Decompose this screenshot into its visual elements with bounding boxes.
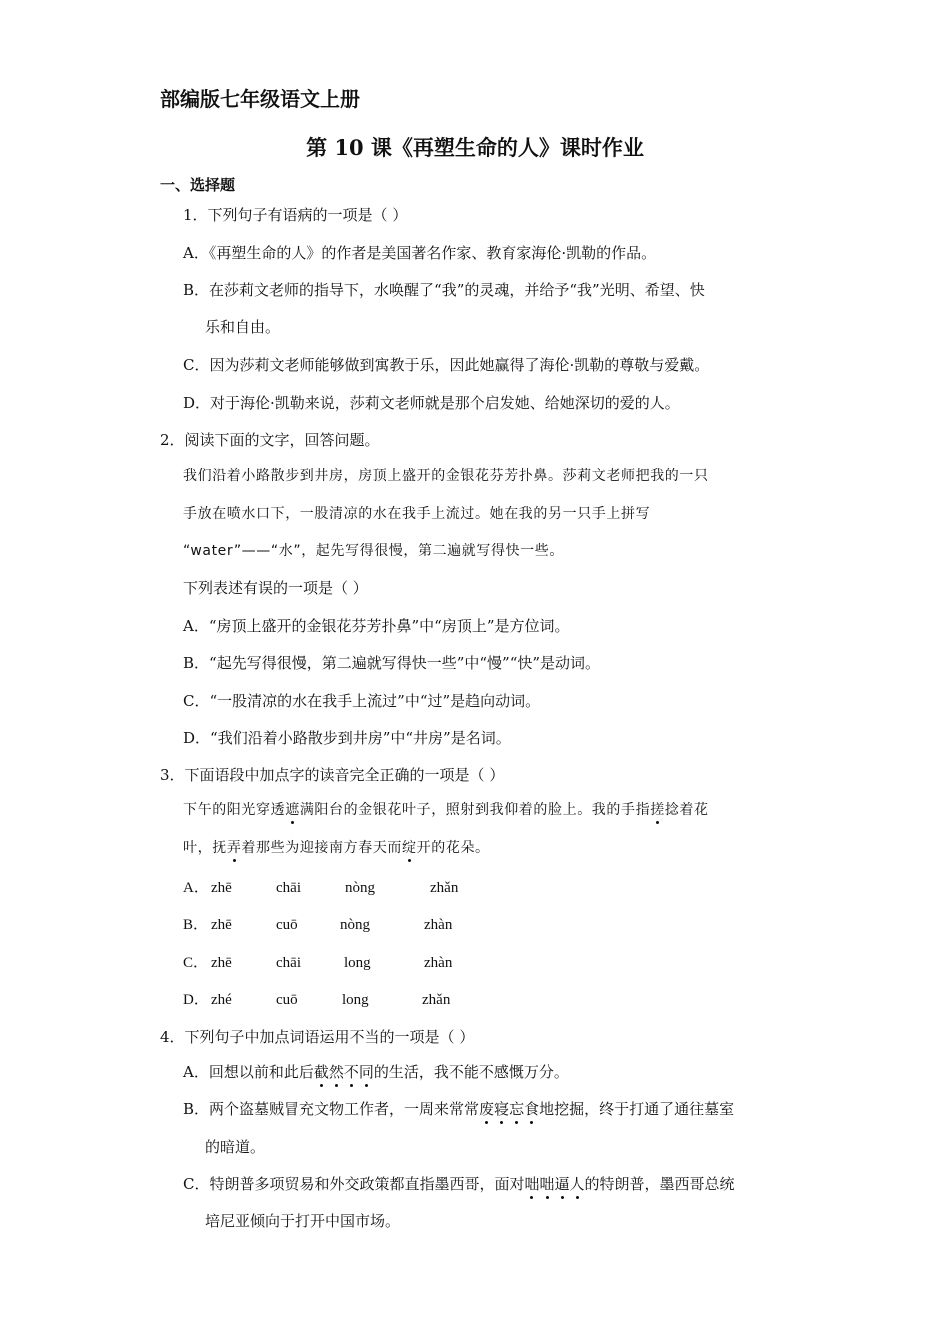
pinyin: zhē — [211, 917, 232, 933]
pinyin: cuō — [276, 992, 298, 1008]
pinyin: cuō — [276, 917, 298, 933]
q4-option-c-line2: 培尼亚倾向于打开中国市场。 — [205, 1212, 401, 1230]
q2-stem: 2．阅读下面的文字，回答问题。 — [160, 431, 380, 449]
pinyin: zhē — [211, 955, 232, 971]
pinyin: zhé — [211, 992, 232, 1008]
q1-option-b-line1: B．在莎莉文老师的指导下，水唤醒了“我”的灵魂，并给予“我”光明、希望、快 — [183, 281, 705, 299]
q4-text: B．两个盗墓贼冒充文物工作者，一周来常常 — [183, 1100, 480, 1118]
q1-option-b-line2: 乐和自由。 — [205, 318, 281, 336]
option-label: D． — [183, 992, 209, 1008]
pinyin: chāi — [276, 955, 301, 971]
page-title: 第 10 课《再塑生命的人》课时作业 — [306, 135, 644, 160]
dotted-word — [314, 1063, 374, 1081]
q4-option-b-line2: 的暗道。 — [205, 1138, 266, 1156]
q4-text: C．特朗普多项贸易和外交政策都直指墨西哥，面对 — [183, 1175, 525, 1193]
pinyin: nòng — [340, 917, 370, 933]
dotted-char: 逼 — [554, 1175, 570, 1193]
q3-passage-line2 — [183, 838, 490, 858]
q1-option-d: D．对于海伦·凯勒来说，莎莉文老师就是那个启发她、给她深切的爱的人。 — [183, 394, 680, 412]
pinyin: zhē — [211, 880, 232, 896]
q4-option-c-line1 — [183, 1174, 735, 1194]
pinyin: chāi — [276, 880, 301, 896]
q4-text: 的特朗普，墨西哥总统 — [584, 1175, 735, 1193]
dotted-word — [524, 1175, 584, 1193]
q4-text: 的生活，我不能不感慨万分。 — [373, 1063, 569, 1081]
pinyin: zhàn — [424, 917, 453, 933]
q2-passage-line3: “water”——“水”，起先写得很慢，第二遍就写得快一些。 — [183, 543, 564, 559]
dotted-word — [479, 1100, 539, 1118]
q3-text: 开的花朵。 — [416, 840, 490, 856]
q3-text: 满阳台的金银花叶子，照射到我仰着的脸上。我的手指 — [299, 802, 651, 818]
dotted-char: 废 — [479, 1100, 495, 1118]
dotted-char: 忘 — [509, 1100, 525, 1118]
dotted-char: 同 — [358, 1063, 374, 1081]
q2-passage-line1: 我们沿着小路散步到井房，房顶上盛开的金银花芬芳扑鼻。莎莉文老师把我的一只 — [183, 468, 709, 484]
pinyin: long — [344, 955, 371, 971]
dotted-char: 咄 — [524, 1175, 540, 1193]
dotted-char: 寝 — [494, 1100, 510, 1118]
q2-option-a: A．“房顶上盛开的金银花芬芳扑鼻”中“房顶上”是方位词。 — [183, 617, 570, 635]
option-label: A． — [183, 880, 209, 896]
q1-option-c: C．因为莎莉文老师能够做到寓教于乐，因此她赢得了海伦·凯勒的尊敬与爱戴。 — [183, 356, 710, 374]
pinyin: long — [342, 992, 369, 1008]
q2-passage-line2: 手放在喷水口下，一股清凉的水在我手上流过。她在我的另一只手上拼写 — [183, 506, 651, 522]
q4-option-b-line1 — [183, 1099, 734, 1119]
dotted-char: 搓 — [650, 802, 665, 818]
q4-stem: 4．下列句子中加点词语运用不当的一项是（ ） — [160, 1028, 475, 1046]
dotted-char: 人 — [569, 1175, 585, 1193]
q4-text: A．回想以前和此后 — [183, 1063, 314, 1081]
q2-option-d: D．“我们沿着小路散步到井房”中“井房”是名词。 — [183, 729, 511, 747]
q1-stem: 1．下列句子有语病的一项是（ ） — [183, 206, 408, 224]
dotted-char: 然 — [328, 1063, 344, 1081]
option-label: B． — [183, 917, 209, 933]
dotted-char: 遮 — [285, 802, 300, 818]
pinyin: zhàn — [424, 955, 453, 971]
pinyin: nòng — [345, 880, 375, 896]
dotted-char: 不 — [343, 1063, 359, 1081]
dotted-char: 弄 — [226, 840, 242, 856]
dotted-char: 绽 — [402, 840, 417, 856]
dotted-char: 截 — [313, 1063, 329, 1081]
q4-option-a — [183, 1062, 569, 1082]
q3-passage-line1 — [183, 800, 709, 820]
q4-text: 地挖掘，终于打通了通往墓室 — [539, 1100, 735, 1118]
section-heading: 一、选择题 — [160, 176, 236, 194]
q2-option-b: B．“起先写得很慢，第二遍就写得快一些”中“慢”“快”是动词。 — [183, 654, 601, 672]
q1-option-a: A．《再塑生命的人》的作者是美国著名作家、教育家海伦·凯勒的作品。 — [183, 244, 657, 262]
dotted-char: 食 — [524, 1100, 540, 1118]
q2-ask: 下列表述有误的一项是（ ） — [183, 579, 368, 597]
q3-stem: 3．下面语段中加点字的读音完全正确的一项是（ ） — [160, 766, 505, 784]
q3-text: 下午的阳光穿透 — [183, 802, 286, 818]
series-title: 部编版七年级语文上册 — [160, 87, 360, 111]
pinyin: zhǎn — [422, 992, 451, 1008]
q3-text: 捻着花 — [664, 802, 709, 818]
q3-text: 叶，抚 — [183, 840, 227, 856]
q3-text: 着那些为迎接南方春天而 — [241, 840, 403, 856]
option-label: C． — [183, 955, 209, 971]
dotted-char: 咄 — [539, 1175, 555, 1193]
q2-option-c: C．“一股清凉的水在我手上流过”中“过”是趋向动词。 — [183, 692, 541, 710]
pinyin: zhǎn — [430, 880, 459, 896]
